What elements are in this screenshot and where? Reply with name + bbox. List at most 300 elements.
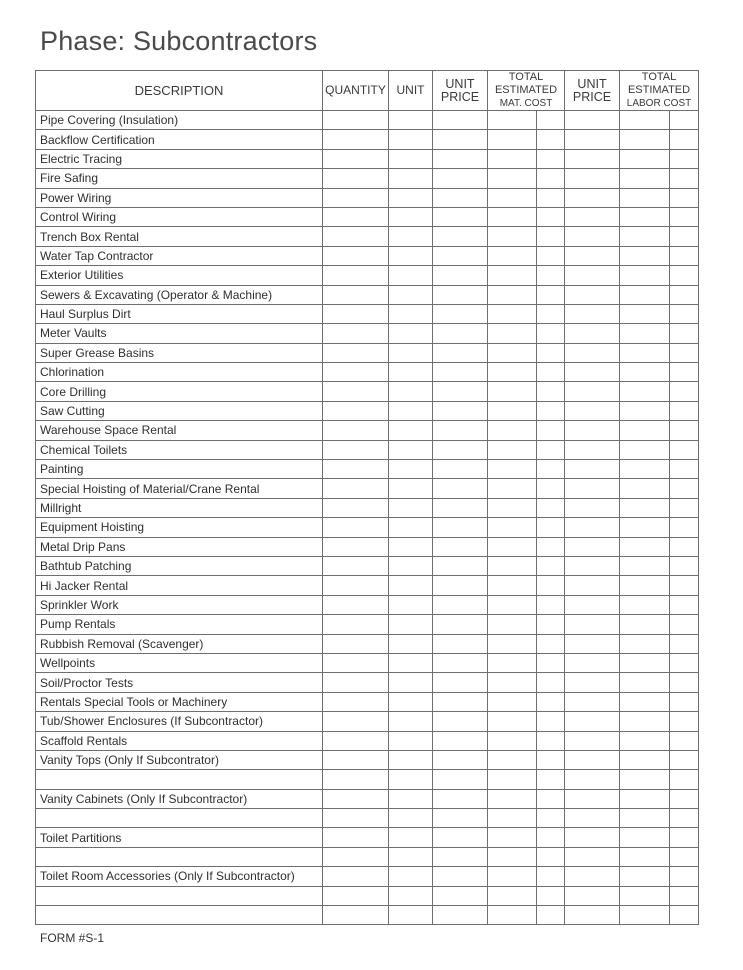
quantity-cell[interactable] [323,401,389,420]
mat-cost-dollars-cell[interactable] [488,712,537,731]
mat-cost-cents-cell[interactable] [537,149,565,168]
labor-cost-dollars-cell[interactable] [620,634,670,653]
labor-cost-cents-cell[interactable] [670,828,699,847]
mat-cost-dollars-cell[interactable] [488,285,537,304]
mat-cost-dollars-cell[interactable] [488,518,537,537]
mat-cost-cents-cell[interactable] [537,518,565,537]
mat-cost-cents-cell[interactable] [537,324,565,343]
labor-unit-price-cell[interactable] [565,847,620,866]
labor-cost-cents-cell[interactable] [670,906,699,925]
quantity-cell[interactable] [323,130,389,149]
labor-cost-dollars-cell[interactable] [620,285,670,304]
mat-cost-dollars-cell[interactable] [488,615,537,634]
labor-cost-dollars-cell[interactable] [620,130,670,149]
labor-cost-cents-cell[interactable] [670,789,699,808]
unit-cell[interactable] [389,634,433,653]
unit-price-cell[interactable] [433,770,488,789]
labor-unit-price-cell[interactable] [565,731,620,750]
mat-cost-cents-cell[interactable] [537,246,565,265]
unit-cell[interactable] [389,809,433,828]
labor-unit-price-cell[interactable] [565,789,620,808]
mat-cost-dollars-cell[interactable] [488,770,537,789]
labor-unit-price-cell[interactable] [565,576,620,595]
quantity-cell[interactable] [323,537,389,556]
mat-cost-dollars-cell[interactable] [488,867,537,886]
labor-cost-dollars-cell[interactable] [620,595,670,614]
labor-cost-dollars-cell[interactable] [620,556,670,575]
unit-price-cell[interactable] [433,692,488,711]
unit-cell[interactable] [389,537,433,556]
mat-cost-dollars-cell[interactable] [488,324,537,343]
quantity-cell[interactable] [323,479,389,498]
unit-price-cell[interactable] [433,750,488,769]
labor-cost-cents-cell[interactable] [670,304,699,323]
unit-price-cell[interactable] [433,886,488,905]
labor-cost-dollars-cell[interactable] [620,750,670,769]
unit-price-cell[interactable] [433,498,488,517]
unit-price-cell[interactable] [433,556,488,575]
mat-cost-cents-cell[interactable] [537,363,565,382]
labor-cost-dollars-cell[interactable] [620,149,670,168]
unit-cell[interactable] [389,421,433,440]
labor-cost-dollars-cell[interactable] [620,576,670,595]
labor-unit-price-cell[interactable] [565,615,620,634]
labor-cost-dollars-cell[interactable] [620,343,670,362]
unit-price-cell[interactable] [433,188,488,207]
unit-price-cell[interactable] [433,440,488,459]
unit-price-cell[interactable] [433,809,488,828]
quantity-cell[interactable] [323,906,389,925]
labor-unit-price-cell[interactable] [565,188,620,207]
labor-unit-price-cell[interactable] [565,498,620,517]
unit-price-cell[interactable] [433,537,488,556]
mat-cost-cents-cell[interactable] [537,828,565,847]
labor-cost-dollars-cell[interactable] [620,421,670,440]
quantity-cell[interactable] [323,169,389,188]
quantity-cell[interactable] [323,363,389,382]
quantity-cell[interactable] [323,886,389,905]
unit-price-cell[interactable] [433,304,488,323]
unit-cell[interactable] [389,828,433,847]
unit-cell[interactable] [389,906,433,925]
labor-unit-price-cell[interactable] [565,324,620,343]
labor-cost-dollars-cell[interactable] [620,246,670,265]
labor-cost-cents-cell[interactable] [670,653,699,672]
unit-cell[interactable] [389,169,433,188]
mat-cost-cents-cell[interactable] [537,227,565,246]
unit-cell[interactable] [389,576,433,595]
labor-cost-cents-cell[interactable] [670,750,699,769]
mat-cost-cents-cell[interactable] [537,266,565,285]
mat-cost-cents-cell[interactable] [537,906,565,925]
mat-cost-dollars-cell[interactable] [488,227,537,246]
labor-cost-dollars-cell[interactable] [620,770,670,789]
labor-unit-price-cell[interactable] [565,634,620,653]
labor-unit-price-cell[interactable] [565,285,620,304]
labor-cost-dollars-cell[interactable] [620,440,670,459]
mat-cost-cents-cell[interactable] [537,615,565,634]
quantity-cell[interactable] [323,809,389,828]
labor-cost-cents-cell[interactable] [670,615,699,634]
mat-cost-dollars-cell[interactable] [488,343,537,362]
unit-cell[interactable] [389,595,433,614]
mat-cost-dollars-cell[interactable] [488,886,537,905]
labor-unit-price-cell[interactable] [565,673,620,692]
labor-cost-cents-cell[interactable] [670,382,699,401]
labor-cost-cents-cell[interactable] [670,285,699,304]
unit-cell[interactable] [389,460,433,479]
labor-cost-cents-cell[interactable] [670,886,699,905]
unit-price-cell[interactable] [433,266,488,285]
labor-unit-price-cell[interactable] [565,421,620,440]
unit-cell[interactable] [389,440,433,459]
labor-cost-dollars-cell[interactable] [620,207,670,226]
labor-cost-cents-cell[interactable] [670,246,699,265]
quantity-cell[interactable] [323,673,389,692]
quantity-cell[interactable] [323,460,389,479]
labor-unit-price-cell[interactable] [565,343,620,362]
unit-price-cell[interactable] [433,653,488,672]
quantity-cell[interactable] [323,634,389,653]
quantity-cell[interactable] [323,750,389,769]
labor-cost-cents-cell[interactable] [670,847,699,866]
labor-cost-dollars-cell[interactable] [620,847,670,866]
mat-cost-cents-cell[interactable] [537,460,565,479]
unit-price-cell[interactable] [433,401,488,420]
unit-cell[interactable] [389,401,433,420]
labor-cost-cents-cell[interactable] [670,537,699,556]
quantity-cell[interactable] [323,285,389,304]
labor-cost-cents-cell[interactable] [670,421,699,440]
unit-price-cell[interactable] [433,673,488,692]
labor-cost-dollars-cell[interactable] [620,886,670,905]
mat-cost-cents-cell[interactable] [537,382,565,401]
unit-cell[interactable] [389,479,433,498]
mat-cost-dollars-cell[interactable] [488,556,537,575]
labor-cost-cents-cell[interactable] [670,227,699,246]
unit-price-cell[interactable] [433,847,488,866]
labor-unit-price-cell[interactable] [565,692,620,711]
labor-unit-price-cell[interactable] [565,867,620,886]
quantity-cell[interactable] [323,867,389,886]
mat-cost-dollars-cell[interactable] [488,809,537,828]
unit-cell[interactable] [389,363,433,382]
mat-cost-cents-cell[interactable] [537,169,565,188]
mat-cost-dollars-cell[interactable] [488,382,537,401]
unit-price-cell[interactable] [433,363,488,382]
labor-cost-cents-cell[interactable] [670,343,699,362]
unit-price-cell[interactable] [433,731,488,750]
mat-cost-dollars-cell[interactable] [488,188,537,207]
labor-cost-dollars-cell[interactable] [620,266,670,285]
unit-price-cell[interactable] [433,169,488,188]
mat-cost-cents-cell[interactable] [537,207,565,226]
quantity-cell[interactable] [323,382,389,401]
labor-unit-price-cell[interactable] [565,460,620,479]
mat-cost-dollars-cell[interactable] [488,440,537,459]
labor-unit-price-cell[interactable] [565,382,620,401]
labor-cost-dollars-cell[interactable] [620,111,670,130]
labor-unit-price-cell[interactable] [565,906,620,925]
labor-cost-cents-cell[interactable] [670,576,699,595]
quantity-cell[interactable] [323,324,389,343]
quantity-cell[interactable] [323,653,389,672]
unit-cell[interactable] [389,712,433,731]
unit-cell[interactable] [389,304,433,323]
labor-unit-price-cell[interactable] [565,401,620,420]
quantity-cell[interactable] [323,149,389,168]
labor-unit-price-cell[interactable] [565,363,620,382]
mat-cost-dollars-cell[interactable] [488,789,537,808]
quantity-cell[interactable] [323,692,389,711]
labor-cost-dollars-cell[interactable] [620,692,670,711]
labor-unit-price-cell[interactable] [565,440,620,459]
labor-cost-dollars-cell[interactable] [620,615,670,634]
labor-cost-dollars-cell[interactable] [620,653,670,672]
quantity-cell[interactable] [323,789,389,808]
labor-cost-dollars-cell[interactable] [620,479,670,498]
mat-cost-cents-cell[interactable] [537,576,565,595]
labor-cost-cents-cell[interactable] [670,111,699,130]
labor-cost-cents-cell[interactable] [670,460,699,479]
mat-cost-dollars-cell[interactable] [488,634,537,653]
labor-unit-price-cell[interactable] [565,886,620,905]
mat-cost-cents-cell[interactable] [537,343,565,362]
labor-unit-price-cell[interactable] [565,149,620,168]
labor-unit-price-cell[interactable] [565,246,620,265]
labor-cost-cents-cell[interactable] [670,809,699,828]
quantity-cell[interactable] [323,498,389,517]
labor-unit-price-cell[interactable] [565,207,620,226]
labor-cost-cents-cell[interactable] [670,498,699,517]
mat-cost-dollars-cell[interactable] [488,207,537,226]
mat-cost-dollars-cell[interactable] [488,363,537,382]
quantity-cell[interactable] [323,556,389,575]
labor-unit-price-cell[interactable] [565,266,620,285]
labor-cost-cents-cell[interactable] [670,130,699,149]
unit-cell[interactable] [389,343,433,362]
labor-cost-dollars-cell[interactable] [620,673,670,692]
quantity-cell[interactable] [323,828,389,847]
quantity-cell[interactable] [323,421,389,440]
mat-cost-cents-cell[interactable] [537,750,565,769]
labor-cost-cents-cell[interactable] [670,556,699,575]
labor-unit-price-cell[interactable] [565,111,620,130]
labor-cost-cents-cell[interactable] [670,770,699,789]
mat-cost-dollars-cell[interactable] [488,479,537,498]
labor-cost-dollars-cell[interactable] [620,169,670,188]
labor-unit-price-cell[interactable] [565,537,620,556]
mat-cost-cents-cell[interactable] [537,886,565,905]
labor-cost-dollars-cell[interactable] [620,809,670,828]
unit-cell[interactable] [389,111,433,130]
unit-price-cell[interactable] [433,149,488,168]
labor-unit-price-cell[interactable] [565,828,620,847]
quantity-cell[interactable] [323,731,389,750]
unit-cell[interactable] [389,615,433,634]
unit-cell[interactable] [389,285,433,304]
labor-cost-dollars-cell[interactable] [620,828,670,847]
labor-cost-cents-cell[interactable] [670,731,699,750]
labor-unit-price-cell[interactable] [565,556,620,575]
quantity-cell[interactable] [323,304,389,323]
quantity-cell[interactable] [323,207,389,226]
unit-price-cell[interactable] [433,479,488,498]
labor-cost-cents-cell[interactable] [670,692,699,711]
unit-cell[interactable] [389,789,433,808]
quantity-cell[interactable] [323,343,389,362]
labor-cost-dollars-cell[interactable] [620,363,670,382]
labor-cost-cents-cell[interactable] [670,673,699,692]
unit-cell[interactable] [389,556,433,575]
mat-cost-cents-cell[interactable] [537,440,565,459]
quantity-cell[interactable] [323,712,389,731]
unit-cell[interactable] [389,731,433,750]
quantity-cell[interactable] [323,111,389,130]
labor-cost-cents-cell[interactable] [670,169,699,188]
unit-cell[interactable] [389,750,433,769]
mat-cost-cents-cell[interactable] [537,111,565,130]
labor-unit-price-cell[interactable] [565,653,620,672]
unit-price-cell[interactable] [433,634,488,653]
mat-cost-dollars-cell[interactable] [488,169,537,188]
mat-cost-cents-cell[interactable] [537,809,565,828]
labor-unit-price-cell[interactable] [565,809,620,828]
unit-cell[interactable] [389,653,433,672]
labor-unit-price-cell[interactable] [565,479,620,498]
labor-cost-dollars-cell[interactable] [620,518,670,537]
labor-cost-cents-cell[interactable] [670,188,699,207]
labor-cost-dollars-cell[interactable] [620,498,670,517]
labor-cost-dollars-cell[interactable] [620,401,670,420]
mat-cost-dollars-cell[interactable] [488,595,537,614]
labor-cost-cents-cell[interactable] [670,266,699,285]
labor-cost-cents-cell[interactable] [670,479,699,498]
labor-unit-price-cell[interactable] [565,169,620,188]
unit-price-cell[interactable] [433,421,488,440]
labor-cost-dollars-cell[interactable] [620,712,670,731]
mat-cost-dollars-cell[interactable] [488,149,537,168]
mat-cost-cents-cell[interactable] [537,789,565,808]
quantity-cell[interactable] [323,188,389,207]
unit-cell[interactable] [389,770,433,789]
unit-price-cell[interactable] [433,595,488,614]
quantity-cell[interactable] [323,847,389,866]
quantity-cell[interactable] [323,440,389,459]
unit-cell[interactable] [389,692,433,711]
labor-cost-cents-cell[interactable] [670,324,699,343]
mat-cost-dollars-cell[interactable] [488,460,537,479]
unit-price-cell[interactable] [433,207,488,226]
labor-cost-cents-cell[interactable] [670,867,699,886]
unit-cell[interactable] [389,266,433,285]
mat-cost-cents-cell[interactable] [537,634,565,653]
mat-cost-cents-cell[interactable] [537,285,565,304]
mat-cost-cents-cell[interactable] [537,130,565,149]
unit-cell[interactable] [389,324,433,343]
quantity-cell[interactable] [323,518,389,537]
labor-cost-cents-cell[interactable] [670,712,699,731]
mat-cost-dollars-cell[interactable] [488,401,537,420]
mat-cost-cents-cell[interactable] [537,188,565,207]
mat-cost-dollars-cell[interactable] [488,130,537,149]
mat-cost-cents-cell[interactable] [537,847,565,866]
mat-cost-dollars-cell[interactable] [488,498,537,517]
labor-cost-dollars-cell[interactable] [620,382,670,401]
quantity-cell[interactable] [323,595,389,614]
unit-price-cell[interactable] [433,382,488,401]
mat-cost-cents-cell[interactable] [537,867,565,886]
labor-cost-dollars-cell[interactable] [620,460,670,479]
unit-price-cell[interactable] [433,111,488,130]
quantity-cell[interactable] [323,246,389,265]
mat-cost-dollars-cell[interactable] [488,906,537,925]
labor-cost-cents-cell[interactable] [670,440,699,459]
quantity-cell[interactable] [323,266,389,285]
mat-cost-cents-cell[interactable] [537,712,565,731]
unit-price-cell[interactable] [433,867,488,886]
unit-price-cell[interactable] [433,789,488,808]
mat-cost-dollars-cell[interactable] [488,537,537,556]
labor-cost-dollars-cell[interactable] [620,789,670,808]
labor-unit-price-cell[interactable] [565,304,620,323]
labor-cost-cents-cell[interactable] [670,595,699,614]
unit-cell[interactable] [389,246,433,265]
unit-price-cell[interactable] [433,130,488,149]
mat-cost-cents-cell[interactable] [537,401,565,420]
labor-cost-dollars-cell[interactable] [620,731,670,750]
mat-cost-cents-cell[interactable] [537,304,565,323]
unit-price-cell[interactable] [433,712,488,731]
labor-cost-cents-cell[interactable] [670,401,699,420]
unit-cell[interactable] [389,227,433,246]
unit-price-cell[interactable] [433,285,488,304]
labor-cost-dollars-cell[interactable] [620,867,670,886]
unit-cell[interactable] [389,130,433,149]
labor-cost-cents-cell[interactable] [670,207,699,226]
unit-price-cell[interactable] [433,227,488,246]
unit-cell[interactable] [389,673,433,692]
labor-cost-dollars-cell[interactable] [620,227,670,246]
unit-cell[interactable] [389,382,433,401]
mat-cost-dollars-cell[interactable] [488,673,537,692]
labor-unit-price-cell[interactable] [565,595,620,614]
labor-cost-dollars-cell[interactable] [620,537,670,556]
labor-cost-cents-cell[interactable] [670,363,699,382]
unit-cell[interactable] [389,149,433,168]
labor-unit-price-cell[interactable] [565,130,620,149]
mat-cost-dollars-cell[interactable] [488,421,537,440]
mat-cost-cents-cell[interactable] [537,731,565,750]
labor-unit-price-cell[interactable] [565,750,620,769]
mat-cost-dollars-cell[interactable] [488,750,537,769]
mat-cost-dollars-cell[interactable] [488,847,537,866]
unit-price-cell[interactable] [433,828,488,847]
mat-cost-dollars-cell[interactable] [488,731,537,750]
unit-price-cell[interactable] [433,324,488,343]
labor-unit-price-cell[interactable] [565,712,620,731]
unit-cell[interactable] [389,867,433,886]
quantity-cell[interactable] [323,576,389,595]
quantity-cell[interactable] [323,770,389,789]
mat-cost-dollars-cell[interactable] [488,246,537,265]
mat-cost-cents-cell[interactable] [537,770,565,789]
unit-cell[interactable] [389,207,433,226]
mat-cost-cents-cell[interactable] [537,595,565,614]
unit-price-cell[interactable] [433,518,488,537]
mat-cost-cents-cell[interactable] [537,673,565,692]
unit-cell[interactable] [389,498,433,517]
